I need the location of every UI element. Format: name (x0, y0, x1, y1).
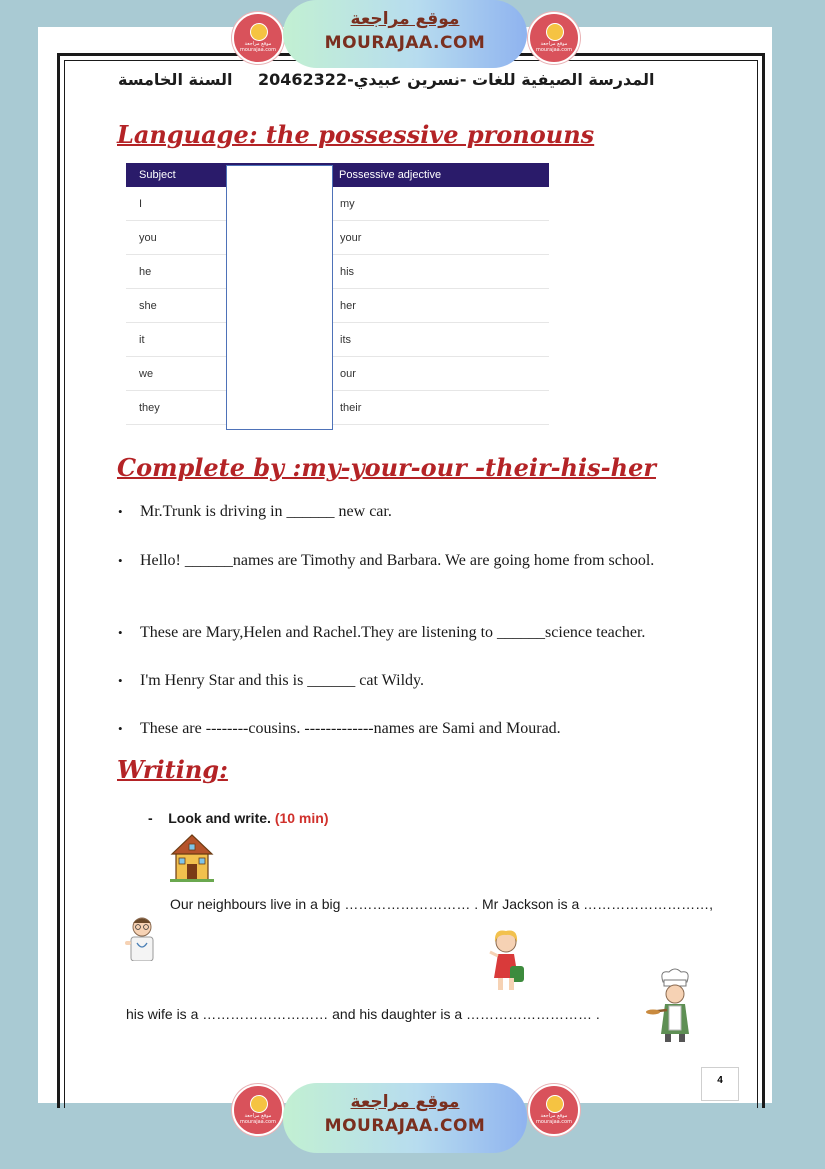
pronoun-table (126, 163, 549, 425)
writing-line-2: his wife is a ……………………… and his daughter is a ……………………… . (126, 1006, 600, 1022)
subject-cell: you (126, 221, 225, 255)
grade-label: السنة الخامسة (118, 70, 233, 89)
watermark-logo-left-bottom: موقع مراجعة mourajaa.com (232, 1084, 284, 1136)
bullet: • (118, 673, 123, 688)
subject-cell: she (126, 289, 225, 323)
time-limit: (10 min) (274, 810, 329, 826)
table-row (126, 357, 549, 391)
dash: - (148, 810, 153, 826)
writing-line-1: Our neighbours live in a big ……………………… . Mr Jackson is a ………………………, (170, 896, 714, 912)
possessive-cell: my (326, 187, 549, 221)
table-row (126, 289, 549, 323)
bullet: • (118, 553, 123, 568)
house-icon (170, 832, 214, 882)
logo-icon (250, 1095, 268, 1113)
table-row (126, 255, 549, 289)
school-header: المدرسة الصيفية للغات -نسرين عبيدي-20462322 (258, 70, 655, 89)
possessive-cell: his (326, 255, 549, 289)
table-row (126, 221, 549, 255)
table-header-row (126, 163, 549, 187)
subject-cell: we (126, 357, 225, 391)
watermark-arabic: موقع مراجعة (350, 1092, 460, 1112)
bullet: • (118, 721, 123, 736)
watermark-logo-right-top: موقع مراجعة mourajaa.com (528, 12, 580, 64)
bullet: • (118, 625, 123, 640)
sentence-text: Hello! ______names are Timothy and Barbara. We are going home from school. (140, 552, 655, 569)
possessive-cell: their (326, 391, 549, 425)
logo-icon (250, 23, 268, 41)
subject-cell: I (126, 187, 225, 221)
subject-cell: he (126, 255, 225, 289)
sentence-text: Mr.Trunk is driving in ______ new car. (140, 503, 392, 520)
sentence-text: I'm Henry Star and this is ______ cat Wildy. (140, 672, 424, 689)
watermark-banner-bottom[interactable] (283, 1083, 527, 1153)
page-number: 4 (701, 1067, 739, 1101)
sentence-text: These are --------cousins. -------------names are Sami and Mourad. (140, 720, 561, 737)
watermark-latin: MOURAJAA.COM (324, 1116, 486, 1136)
logo-icon (546, 23, 564, 41)
list-item (118, 500, 702, 523)
instruction-text: Look and write. (168, 810, 271, 826)
writing-instruction (148, 810, 329, 826)
blank-answer-column[interactable] (226, 165, 333, 430)
watermark-banner-top[interactable] (283, 0, 527, 68)
watermark-logo-left-top: موقع مراجعة mourajaa.com (232, 12, 284, 64)
writing-section-title: Writing: (117, 755, 228, 784)
table-row (126, 323, 549, 357)
girl-icon (484, 928, 528, 992)
complete-section-title: Complete by :my-your-our -their-his-her (117, 453, 656, 482)
logo-icon (546, 1095, 564, 1113)
watermark-logo-right-bottom: موقع مراجعة mourajaa.com (528, 1084, 580, 1136)
table-row (126, 187, 549, 221)
possessive-cell: its (326, 323, 549, 357)
watermark-arabic: موقع مراجعة (350, 9, 460, 29)
subject-cell: it (126, 323, 225, 357)
chef-icon (645, 968, 703, 1042)
doctor-icon (125, 913, 159, 961)
possessive-cell: our (326, 357, 549, 391)
bullet: • (118, 504, 123, 519)
list-item (118, 717, 702, 740)
header-possessive-adjective: Possessive adjective (326, 163, 549, 187)
table-row (126, 391, 549, 425)
subject-cell: they (126, 391, 225, 425)
possessive-cell: your (326, 221, 549, 255)
watermark-latin: MOURAJAA.COM (324, 33, 486, 53)
sentence-text: These are Mary,Helen and Rachel.They are listening to ______science teacher. (140, 624, 646, 641)
language-section-title: Language: the possessive pronouns (117, 120, 595, 149)
list-item (118, 549, 702, 572)
list-item (118, 621, 702, 644)
header-subject: Subject (126, 163, 225, 187)
list-item (118, 669, 702, 692)
possessive-cell: her (326, 289, 549, 323)
